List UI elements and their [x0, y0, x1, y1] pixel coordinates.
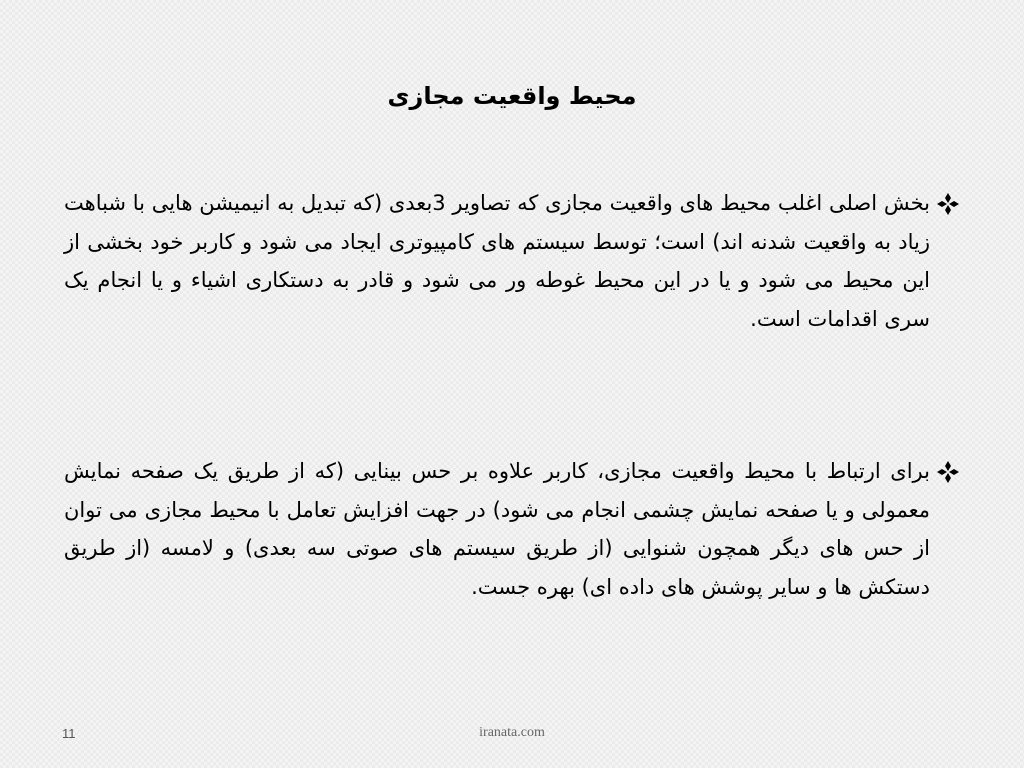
diamond-bullet-icon: [936, 460, 960, 484]
bullet-item: [64, 184, 960, 338]
footer-website: iranata.com: [479, 725, 545, 740]
bullet-text: برای ارتباط با محیط واقعیت مجازی، کاربر علاوه بر حس بینایی (که از طریق یک صفحه نمایش معمولی و یا صفحه نمایش چشمی انجام می شود) در جهت افزایش تعامل با محیط مجازی می توان از حس های دیگر همچون شنوایی (از طریق سیستم های صوتی سه بعدی) و لامسه (از طریق دستکش ها و سایر پوشش های داده ای) بهره جست.: [64, 459, 930, 599]
bullet-item: [64, 452, 960, 606]
slide-title: محیط واقعیت مجازی: [387, 82, 637, 110]
bullet-text: بخش اصلی اغلب محیط های واقعیت مجازی که تصاویر 3بعدی (که تبدیل به انیمیشن هایی با شباهت زیاد به واقعیت شدنه اند) است؛ توسط سیستم های کامپیوتری ایجاد می شود و کاربر خود بخشی از این محیط می شود و یا در این محیط غوطه ور می شود و قادر به دستکاری اشیاء و یا انجام یک سری اقدامات است.: [64, 191, 930, 331]
diamond-bullet-icon: [936, 192, 960, 216]
slide-number: 11: [62, 726, 76, 741]
